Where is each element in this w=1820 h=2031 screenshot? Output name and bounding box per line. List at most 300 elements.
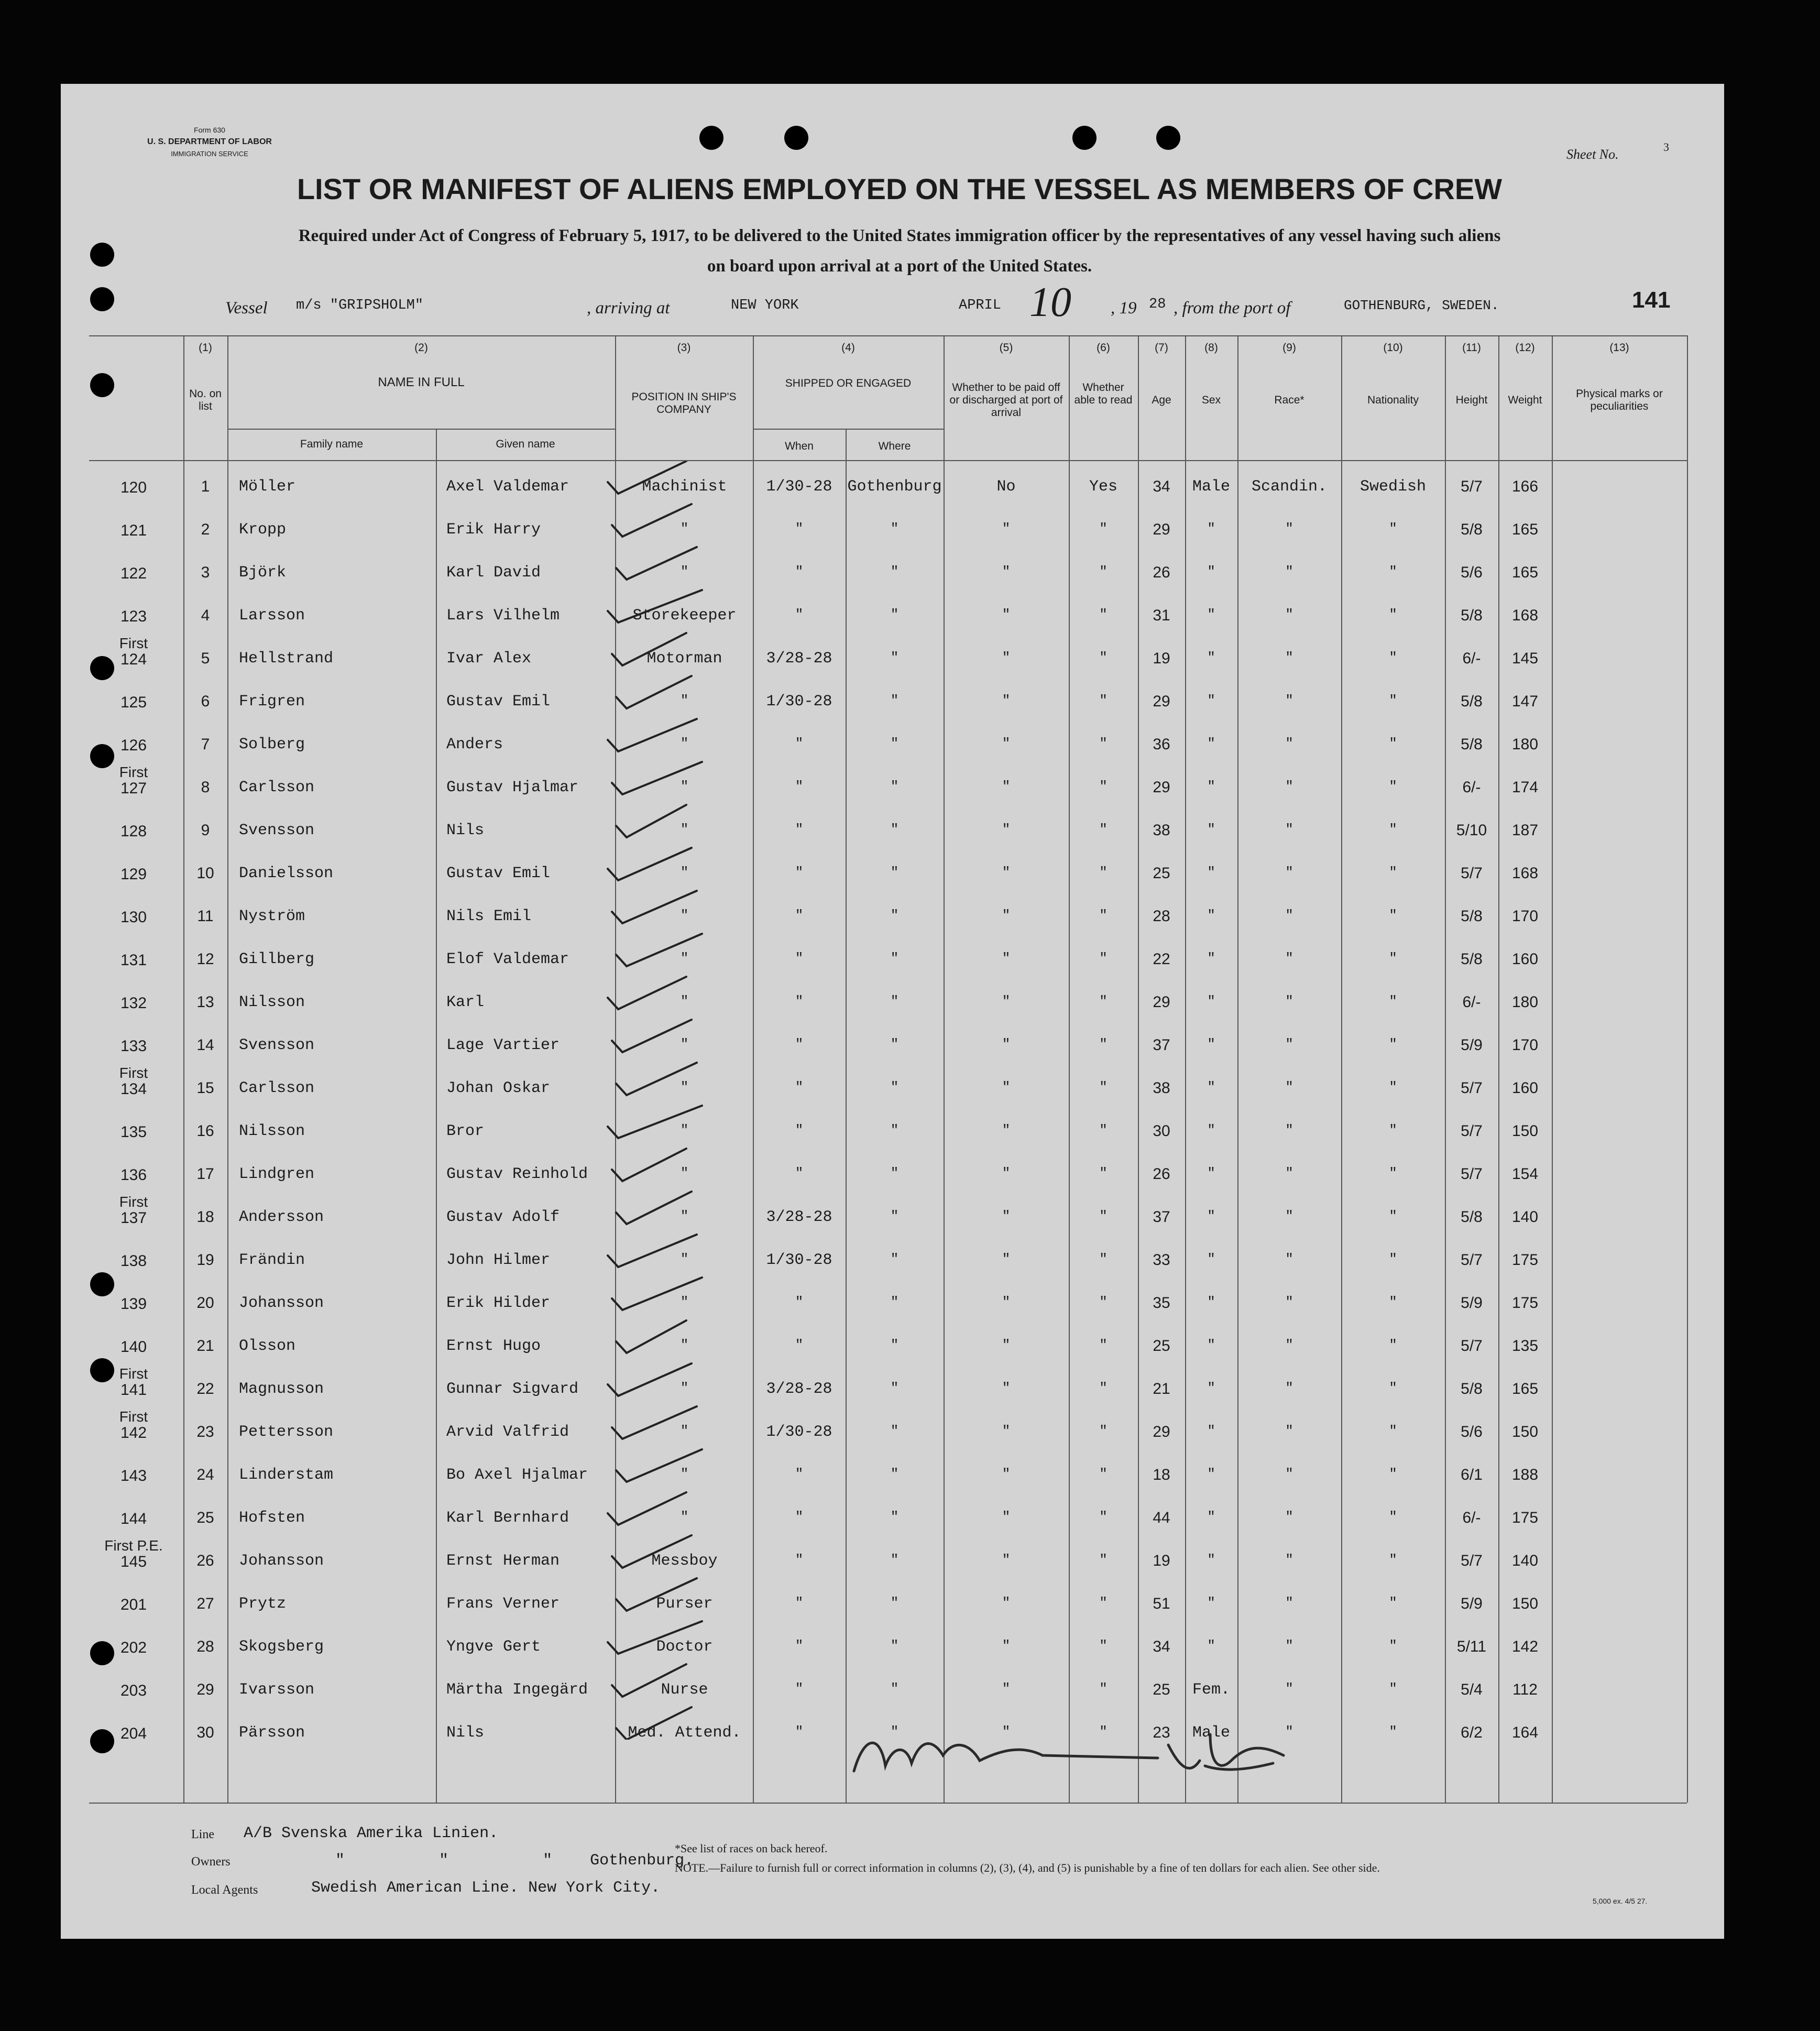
paid-off: " xyxy=(1002,779,1011,794)
height: 5/7 xyxy=(1461,1122,1483,1140)
examiner-signature xyxy=(843,1713,1304,1797)
family-name: Hofsten xyxy=(239,1509,305,1527)
paid-off: " xyxy=(1002,1122,1011,1138)
age: 28 xyxy=(1153,908,1170,925)
given-name-header: Given name xyxy=(496,438,555,450)
sex: " xyxy=(1207,822,1215,837)
age: 26 xyxy=(1153,1165,1170,1183)
age: 19 xyxy=(1153,650,1170,667)
col13-number: (13) xyxy=(1609,342,1629,354)
sex: " xyxy=(1207,1251,1215,1267)
margin-number: 128 xyxy=(120,823,147,840)
sex-header: Sex xyxy=(1201,394,1221,406)
punch-hole xyxy=(90,373,114,397)
sex: " xyxy=(1207,564,1215,580)
paid-off: " xyxy=(1002,1165,1011,1181)
margin-number: 141 xyxy=(120,1381,147,1399)
punch-hole xyxy=(90,1272,114,1296)
shipped-where: " xyxy=(890,521,899,537)
margin-number: 201 xyxy=(120,1596,147,1613)
owners-value: " " " Gothenburg. xyxy=(335,1852,694,1870)
punch-hole xyxy=(1072,126,1097,150)
race: " xyxy=(1285,822,1293,837)
weight: 166 xyxy=(1511,478,1539,495)
able-to-read: " xyxy=(1099,822,1108,837)
age: 25 xyxy=(1153,1337,1170,1355)
position: " xyxy=(680,1294,689,1310)
sex: " xyxy=(1207,993,1215,1009)
sex: Male xyxy=(1192,1724,1230,1742)
nationality: " xyxy=(1389,1036,1397,1052)
able-to-read: " xyxy=(1099,908,1108,923)
able-to-read: " xyxy=(1099,1165,1108,1181)
given-name: Karl xyxy=(446,993,485,1011)
shipped-when: " xyxy=(795,1294,804,1310)
punch-hole xyxy=(784,126,808,150)
col2-number: (2) xyxy=(414,342,428,354)
local-agents-label: Local Agents xyxy=(191,1883,258,1897)
row-number: 27 xyxy=(196,1595,214,1612)
shipped-where: " xyxy=(890,1466,899,1482)
margin-number: 140 xyxy=(120,1338,147,1356)
margin-number: 202 xyxy=(120,1639,147,1656)
position: Nurse xyxy=(661,1681,708,1699)
able-to-read: " xyxy=(1099,951,1108,966)
row-number: 18 xyxy=(196,1208,214,1226)
race: " xyxy=(1285,779,1293,794)
physical-marks-header: Physical marks or peculiarities xyxy=(1576,388,1663,413)
position: Machinist xyxy=(642,478,727,496)
able-to-read: " xyxy=(1099,1036,1108,1052)
paid-off: " xyxy=(1002,1724,1011,1740)
shipped-where: " xyxy=(890,1595,899,1611)
position: Storekeeper xyxy=(632,607,737,625)
sex: " xyxy=(1207,779,1215,794)
family-name: Svensson xyxy=(239,822,315,839)
shipped-when: " xyxy=(795,951,804,966)
row-number: 14 xyxy=(196,1036,214,1054)
able-to-read: " xyxy=(1099,693,1108,708)
shipped-when: " xyxy=(795,1122,804,1138)
margin-note: First xyxy=(119,1065,148,1081)
margin-note: First xyxy=(119,1194,148,1210)
department-name: U. S. DEPARTMENT OF LABOR xyxy=(147,137,272,146)
margin-number: 120 xyxy=(120,479,147,496)
family-name: Björk xyxy=(239,564,287,582)
height: 6/- xyxy=(1462,779,1481,796)
shipped-where: " xyxy=(890,1552,899,1568)
shipped-when: " xyxy=(795,1337,804,1353)
margin-note: First xyxy=(119,635,148,651)
weight: 175 xyxy=(1511,1509,1539,1526)
position: " xyxy=(680,1036,689,1052)
departure-port: GOTHENBURG, SWEDEN. xyxy=(1344,298,1499,313)
col5-number: (5) xyxy=(999,342,1013,354)
family-name: Carlsson xyxy=(239,779,315,796)
nationality: " xyxy=(1389,779,1397,794)
shipped-where: " xyxy=(890,951,899,966)
given-name: Johan Oskar xyxy=(446,1079,551,1097)
weight: 142 xyxy=(1511,1638,1539,1655)
age: 26 xyxy=(1153,564,1170,581)
sex: " xyxy=(1207,1509,1215,1525)
age: 30 xyxy=(1153,1122,1170,1140)
race: " xyxy=(1285,564,1293,580)
position: Messboy xyxy=(651,1552,718,1570)
nationality: " xyxy=(1389,521,1397,537)
weight: 180 xyxy=(1511,993,1539,1011)
col11-number: (11) xyxy=(1462,342,1481,354)
margin-number: 129 xyxy=(120,866,147,883)
sex: " xyxy=(1207,1036,1215,1052)
nationality: " xyxy=(1389,650,1397,665)
family-name: Larsson xyxy=(239,607,305,625)
given-name: Gunnar Sigvard xyxy=(446,1380,579,1398)
row-number: 21 xyxy=(196,1337,214,1355)
nationality: " xyxy=(1389,951,1397,966)
able-to-read: " xyxy=(1099,1509,1108,1525)
weight: 170 xyxy=(1511,1036,1539,1054)
weight: 187 xyxy=(1511,822,1539,839)
able-to-read: " xyxy=(1099,1079,1108,1095)
height: 5/7 xyxy=(1461,1337,1483,1355)
manifest-sheet xyxy=(61,84,1724,1939)
margin-number: 131 xyxy=(120,952,147,969)
shipped-where: " xyxy=(890,1380,899,1396)
shipped-when: " xyxy=(795,1165,804,1181)
weight: 140 xyxy=(1511,1208,1539,1226)
nationality: " xyxy=(1389,865,1397,880)
row-number: 12 xyxy=(196,951,214,968)
position: " xyxy=(680,822,689,837)
given-name: Lars Vilhelm xyxy=(446,607,560,625)
paid-off: " xyxy=(1002,1337,1011,1353)
age: 23 xyxy=(1153,1724,1170,1741)
nationality: Swedish xyxy=(1359,478,1427,496)
race: " xyxy=(1285,951,1293,966)
year-prefix: , 19 xyxy=(1111,299,1137,318)
sex: Fem. xyxy=(1192,1681,1230,1699)
race: " xyxy=(1285,1595,1293,1611)
nationality: " xyxy=(1389,564,1397,580)
owners-label: Owners xyxy=(191,1855,231,1869)
position: " xyxy=(680,564,689,580)
arrival-month: APRIL xyxy=(959,298,1002,313)
family-name: Danielsson xyxy=(239,865,334,882)
position: " xyxy=(680,951,689,966)
family-name: Nilsson xyxy=(239,993,305,1011)
nationality: " xyxy=(1389,1681,1397,1697)
nationality: " xyxy=(1389,1208,1397,1224)
family-name: Carlsson xyxy=(239,1079,315,1097)
nationality: " xyxy=(1389,1724,1397,1740)
paid-off: " xyxy=(1002,993,1011,1009)
given-name: Erik Harry xyxy=(446,521,541,539)
weight: 164 xyxy=(1511,1724,1539,1741)
row-number: 26 xyxy=(196,1552,214,1569)
given-name: Ivar Alex xyxy=(446,650,532,668)
sex: " xyxy=(1207,1294,1215,1310)
margin-number: 121 xyxy=(120,522,147,539)
height: 5/4 xyxy=(1461,1681,1483,1698)
shipped-where: " xyxy=(890,1638,899,1654)
sex: " xyxy=(1207,908,1215,923)
penalty-note: NOTE.—Failure to furnish full or correct information in columns (2), (3), (4), and (5) is punishable by a fine of ten dollars for each alien. See other side. xyxy=(675,1861,1380,1874)
given-name: Märtha Ingegärd xyxy=(446,1681,588,1699)
race: " xyxy=(1285,607,1293,623)
weight-header: Weight xyxy=(1508,394,1542,406)
given-name: Lage Vartier xyxy=(446,1036,560,1054)
age: 33 xyxy=(1153,1251,1170,1269)
shipped-where: " xyxy=(890,1165,899,1181)
paid-off: " xyxy=(1002,1466,1011,1482)
nationality: " xyxy=(1389,1509,1397,1525)
sex: " xyxy=(1207,865,1215,880)
shipped-where: " xyxy=(890,1509,899,1525)
position: " xyxy=(680,1165,689,1181)
margin-number: 145 xyxy=(120,1553,147,1570)
age-header: Age xyxy=(1152,394,1171,406)
family-name: Kropp xyxy=(239,521,287,539)
given-name: Ernst Herman xyxy=(446,1552,560,1570)
subtitle-line-2: on board upon arrival at a port of the United States. xyxy=(707,257,1092,276)
able-to-read: " xyxy=(1099,1552,1108,1568)
weight: 135 xyxy=(1511,1337,1539,1355)
print-run: 5,000 ex. 4/5 27. xyxy=(1593,1897,1648,1905)
paid-off: " xyxy=(1002,564,1011,580)
sex: " xyxy=(1207,607,1215,623)
nationality: " xyxy=(1389,1294,1397,1310)
paid-off: " xyxy=(1002,1380,1011,1396)
shipped-where: " xyxy=(890,650,899,665)
col8-number: (8) xyxy=(1204,342,1218,354)
race: " xyxy=(1285,650,1293,665)
checkmark-column xyxy=(576,461,786,1740)
punch-hole xyxy=(1156,126,1180,150)
height: 5/11 xyxy=(1456,1638,1487,1655)
sex: " xyxy=(1207,1638,1215,1654)
row-number: 6 xyxy=(201,693,210,710)
race: " xyxy=(1285,1036,1293,1052)
row-number: 15 xyxy=(196,1079,214,1097)
weight: 150 xyxy=(1511,1122,1539,1140)
paid-off: " xyxy=(1002,1509,1011,1525)
position: " xyxy=(680,779,689,794)
paid-off: " xyxy=(1002,521,1011,537)
sex: " xyxy=(1207,693,1215,708)
family-name: Pettersson xyxy=(239,1423,334,1441)
age: 34 xyxy=(1153,1638,1170,1655)
sex: " xyxy=(1207,1165,1215,1181)
weight: 150 xyxy=(1511,1595,1539,1612)
shipped-where: " xyxy=(890,908,899,923)
page-title: LIST OR MANIFEST OF ALIENS EMPLOYED ON THE VESSEL AS MEMBERS OF CREW xyxy=(297,172,1503,205)
margin-number: 203 xyxy=(120,1682,147,1699)
nationality: " xyxy=(1389,1595,1397,1611)
weight: 170 xyxy=(1511,908,1539,925)
shipped-when: 1/30-28 xyxy=(766,1251,832,1269)
height: 5/7 xyxy=(1461,865,1483,882)
punch-hole xyxy=(90,287,114,311)
paid-off: " xyxy=(1002,736,1011,751)
shipped-when: 1/30-28 xyxy=(766,1423,832,1441)
nationality: " xyxy=(1389,1380,1397,1396)
shipped-when: " xyxy=(795,993,804,1009)
able-to-read: " xyxy=(1099,1681,1108,1697)
age: 44 xyxy=(1153,1509,1170,1526)
shipped-when: " xyxy=(795,1509,804,1525)
shipped-when: " xyxy=(795,822,804,837)
row-number: 22 xyxy=(196,1380,214,1397)
row-number: 4 xyxy=(201,607,210,624)
margin-number: 125 xyxy=(120,694,147,711)
age: 38 xyxy=(1153,1079,1170,1097)
row-number: 11 xyxy=(197,908,214,925)
paid-off: " xyxy=(1002,650,1011,665)
sheet-number: 3 xyxy=(1663,140,1669,154)
col9-number: (9) xyxy=(1282,342,1296,354)
shipped-when: " xyxy=(795,521,804,537)
family-name: Olsson xyxy=(239,1337,296,1355)
shipped-where: " xyxy=(890,564,899,580)
margin-number: 136 xyxy=(120,1166,147,1184)
shipped-where: " xyxy=(890,1036,899,1052)
able-to-read-header: Whether able to read xyxy=(1074,381,1133,407)
subtitle-line-1: Required under Act of Congress of February 5, 1917, to be delivered to the United States immigration officer by the representatives of any vessel having such aliens xyxy=(298,226,1501,245)
height: 5/8 xyxy=(1461,736,1483,753)
weight: 160 xyxy=(1511,1079,1539,1097)
margin-number: 137 xyxy=(120,1209,147,1227)
weight: 175 xyxy=(1511,1294,1539,1312)
able-to-read: " xyxy=(1099,521,1108,537)
age: 29 xyxy=(1153,993,1170,1011)
row-number: 16 xyxy=(196,1122,214,1140)
age: 29 xyxy=(1153,693,1170,710)
line-value: A/B Svenska Amerika Linien. xyxy=(244,1825,499,1842)
weight: 165 xyxy=(1511,1380,1539,1397)
family-name: Johansson xyxy=(239,1552,324,1570)
family-name: Frändin xyxy=(239,1251,305,1269)
height: 5/8 xyxy=(1461,693,1483,710)
able-to-read: " xyxy=(1099,1423,1108,1439)
weight: 180 xyxy=(1511,736,1539,753)
race: " xyxy=(1285,1509,1293,1525)
col6-number: (6) xyxy=(1097,342,1110,354)
shipped-where: " xyxy=(890,1337,899,1353)
height: 5/8 xyxy=(1461,607,1483,624)
height: 5/8 xyxy=(1461,521,1483,538)
position: " xyxy=(680,1466,689,1482)
sex: " xyxy=(1207,951,1215,966)
shipped-when: " xyxy=(795,865,804,880)
position: " xyxy=(680,1122,689,1138)
row-number: 2 xyxy=(201,521,210,538)
family-name: Magnusson xyxy=(239,1380,324,1398)
margin-number: 143 xyxy=(120,1467,147,1484)
nationality: " xyxy=(1389,1337,1397,1353)
weight: 165 xyxy=(1511,564,1539,581)
row-number: 29 xyxy=(196,1681,214,1698)
height: 5/6 xyxy=(1461,564,1483,581)
form-number: Form 630 xyxy=(194,126,225,134)
race: " xyxy=(1285,1466,1293,1482)
weight: 168 xyxy=(1511,607,1539,624)
margin-number: 122 xyxy=(120,565,147,582)
able-to-read: " xyxy=(1099,1208,1108,1224)
row-number: 9 xyxy=(201,822,210,839)
weight: 145 xyxy=(1511,650,1539,667)
shipped-where: " xyxy=(890,993,899,1009)
sex: " xyxy=(1207,1466,1215,1482)
margin-note: First xyxy=(119,1408,148,1425)
race: " xyxy=(1285,1681,1293,1697)
sex: " xyxy=(1207,1423,1215,1439)
paid-off: " xyxy=(1002,951,1011,966)
margin-number: 127 xyxy=(120,780,147,797)
family-name: Möller xyxy=(239,478,296,496)
margin-number: 139 xyxy=(120,1295,147,1313)
col1-number: (1) xyxy=(199,342,212,354)
position: " xyxy=(680,1208,689,1224)
shipped-header: SHIPPED OR ENGAGED xyxy=(785,377,912,389)
height: 5/6 xyxy=(1461,1423,1483,1440)
race-header: Race* xyxy=(1274,394,1304,406)
able-to-read: " xyxy=(1099,865,1108,880)
weight: 175 xyxy=(1511,1251,1539,1269)
where-header: Where xyxy=(878,440,911,452)
nationality: " xyxy=(1389,1079,1397,1095)
height: 5/7 xyxy=(1461,1079,1483,1097)
position: " xyxy=(680,521,689,537)
nationality: " xyxy=(1389,1251,1397,1267)
height: 5/8 xyxy=(1461,951,1483,968)
height: 6/2 xyxy=(1461,1724,1483,1741)
weight: 140 xyxy=(1511,1552,1539,1569)
nationality-header: Nationality xyxy=(1367,394,1419,406)
row-number: 30 xyxy=(196,1724,214,1741)
position: " xyxy=(680,1423,689,1439)
race: " xyxy=(1285,693,1293,708)
col10-number: (10) xyxy=(1383,342,1403,354)
able-to-read: " xyxy=(1099,736,1108,751)
able-to-read: " xyxy=(1099,1251,1108,1267)
height: 5/10 xyxy=(1456,822,1487,839)
nationality: " xyxy=(1389,1122,1397,1138)
family-name: Solberg xyxy=(239,736,305,754)
nationality: " xyxy=(1389,693,1397,708)
height: 6/- xyxy=(1462,650,1481,667)
able-to-read: " xyxy=(1099,1724,1108,1740)
shipped-when: 3/28-28 xyxy=(766,1380,832,1398)
sex: " xyxy=(1207,1337,1215,1353)
row-number: 7 xyxy=(201,736,210,753)
position: " xyxy=(680,736,689,751)
paid-off: " xyxy=(1002,865,1011,880)
from-port-label: , from the port of xyxy=(1174,299,1291,318)
margin-number: 132 xyxy=(120,995,147,1012)
shipped-when: " xyxy=(795,564,804,580)
race: " xyxy=(1285,1552,1293,1568)
able-to-read: " xyxy=(1099,650,1108,665)
col3-number: (3) xyxy=(677,342,691,354)
height: 5/7 xyxy=(1461,1552,1483,1569)
shipped-when: " xyxy=(795,1079,804,1095)
age: 31 xyxy=(1153,607,1170,624)
race: Scandin. xyxy=(1251,478,1328,496)
family-name: Hellstrand xyxy=(239,650,334,668)
row-number: 24 xyxy=(196,1466,214,1483)
margin-number: 130 xyxy=(120,909,147,926)
